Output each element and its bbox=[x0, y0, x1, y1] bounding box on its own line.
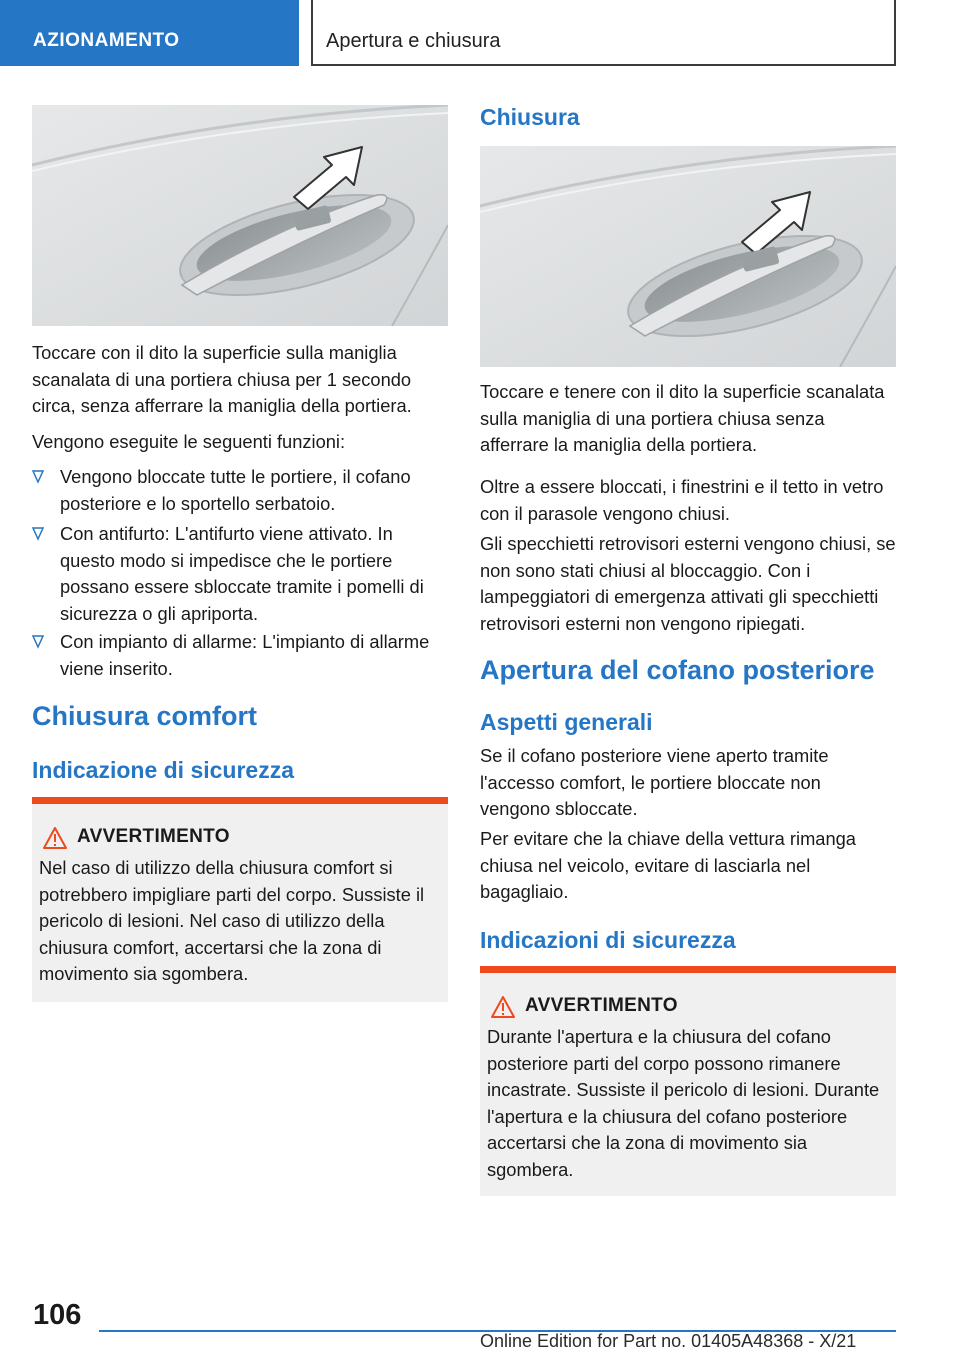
triangle-bullet-icon bbox=[32, 470, 44, 484]
chapter-title: AZIONAMENTO bbox=[33, 30, 180, 51]
warning-title: AVVERTIMENTO bbox=[77, 826, 230, 847]
safety-heading: Indicazione di sicurezza bbox=[32, 757, 295, 783]
warning-header bbox=[32, 826, 448, 852]
comfort-heading: Chiusura comfort bbox=[32, 701, 258, 731]
safety-heading: Indicazioni di sicurezza bbox=[480, 927, 736, 953]
warning-text: Nel caso di utilizzo della chiusura comfort si potrebbero impigliare parti del corpo. Sussiste il pericolo di lesioni. Nel caso di utilizzo della chiusura comfort, accertarsi che la zona di movimento sia sgombera. bbox=[39, 857, 425, 984]
warning-triangle-icon bbox=[42, 826, 68, 850]
general-heading: Aspetti generali bbox=[480, 709, 653, 735]
page-number: 106 bbox=[33, 1299, 82, 1331]
warning-triangle-icon bbox=[490, 995, 516, 1019]
key-paragraph: Per evitare che la chiave della vettura rimanga chiusa nel veicolo, evitare di lasciarla nel bagagliaio. bbox=[480, 828, 856, 902]
windows-paragraph: Oltre a essere bloccati, i finestrini e il tetto in vetro con il parasole vengono chiusi. bbox=[480, 476, 884, 524]
warning-header bbox=[480, 995, 896, 1021]
warning-text: Durante l'apertura e la chiusura del cofano posteriore parti del corpo possono rimanere incastrate. Sussiste il pericolo di lesioni. Durante l'apertura e la chiusura del cofano posteriore accertarsi che la zona di movimento sia sgombera. bbox=[487, 1026, 880, 1180]
mirrors-paragraph: Gli specchietti retrovisori esterni vengono chiusi, se non sono stati chiusi al bloccaggio. Con i lampeggiatori di emergenza attivati gli specchietti retrovisori esterni non vengono ripiegati. bbox=[480, 533, 896, 634]
edition-text: Online Edition for Part no. 01405A48368 - X/21 bbox=[480, 1331, 857, 1351]
list-item bbox=[32, 629, 448, 682]
door-handle-illustration bbox=[480, 146, 896, 367]
list-item-text: Con impianto di allarme: L'impianto di allarme viene inserito. bbox=[60, 631, 430, 679]
triangle-bullet-icon bbox=[32, 527, 44, 541]
functions-intro: Vengono eseguite le seguenti funzioni: bbox=[32, 431, 346, 452]
general-paragraph: Se il cofano posteriore viene aperto tramite l'accesso comfort, le portiere bloccate non vengono sbloccate. bbox=[480, 745, 829, 819]
intro-paragraph: Toccare con il dito la superficie sulla maniglia scanalata di una portiera chiusa per 1 secondo circa, senza afferrare la maniglia della portiera. bbox=[32, 342, 412, 416]
list-item-text: Vengono bloccate tutte le portiere, il cofano posteriore e lo sportello serbatoio. bbox=[60, 466, 411, 514]
list-item bbox=[32, 464, 448, 517]
list-item-text: Con antifurto: L'antifurto viene attivato. In questo modo si impedisce che le portiere possano essere sbloccate tramite i pomelli di sicurezza o gli apriporta. bbox=[60, 523, 424, 624]
section-title: Apertura e chiusura bbox=[326, 30, 501, 52]
closing-paragraph: Toccare e tenere con il dito la superficie scanalata sulla maniglia di una portiera chiusa senza afferrare la maniglia della portiera. bbox=[480, 381, 885, 455]
trunk-heading: Apertura del cofano posteriore bbox=[480, 655, 875, 685]
triangle-bullet-icon bbox=[32, 635, 44, 649]
closing-heading: Chiusura bbox=[480, 104, 580, 130]
door-handle-illustration bbox=[32, 105, 448, 326]
warning-box bbox=[32, 797, 448, 1002]
warning-title: AVVERTIMENTO bbox=[525, 995, 678, 1016]
warning-box bbox=[480, 966, 896, 1196]
list-item bbox=[32, 521, 448, 627]
